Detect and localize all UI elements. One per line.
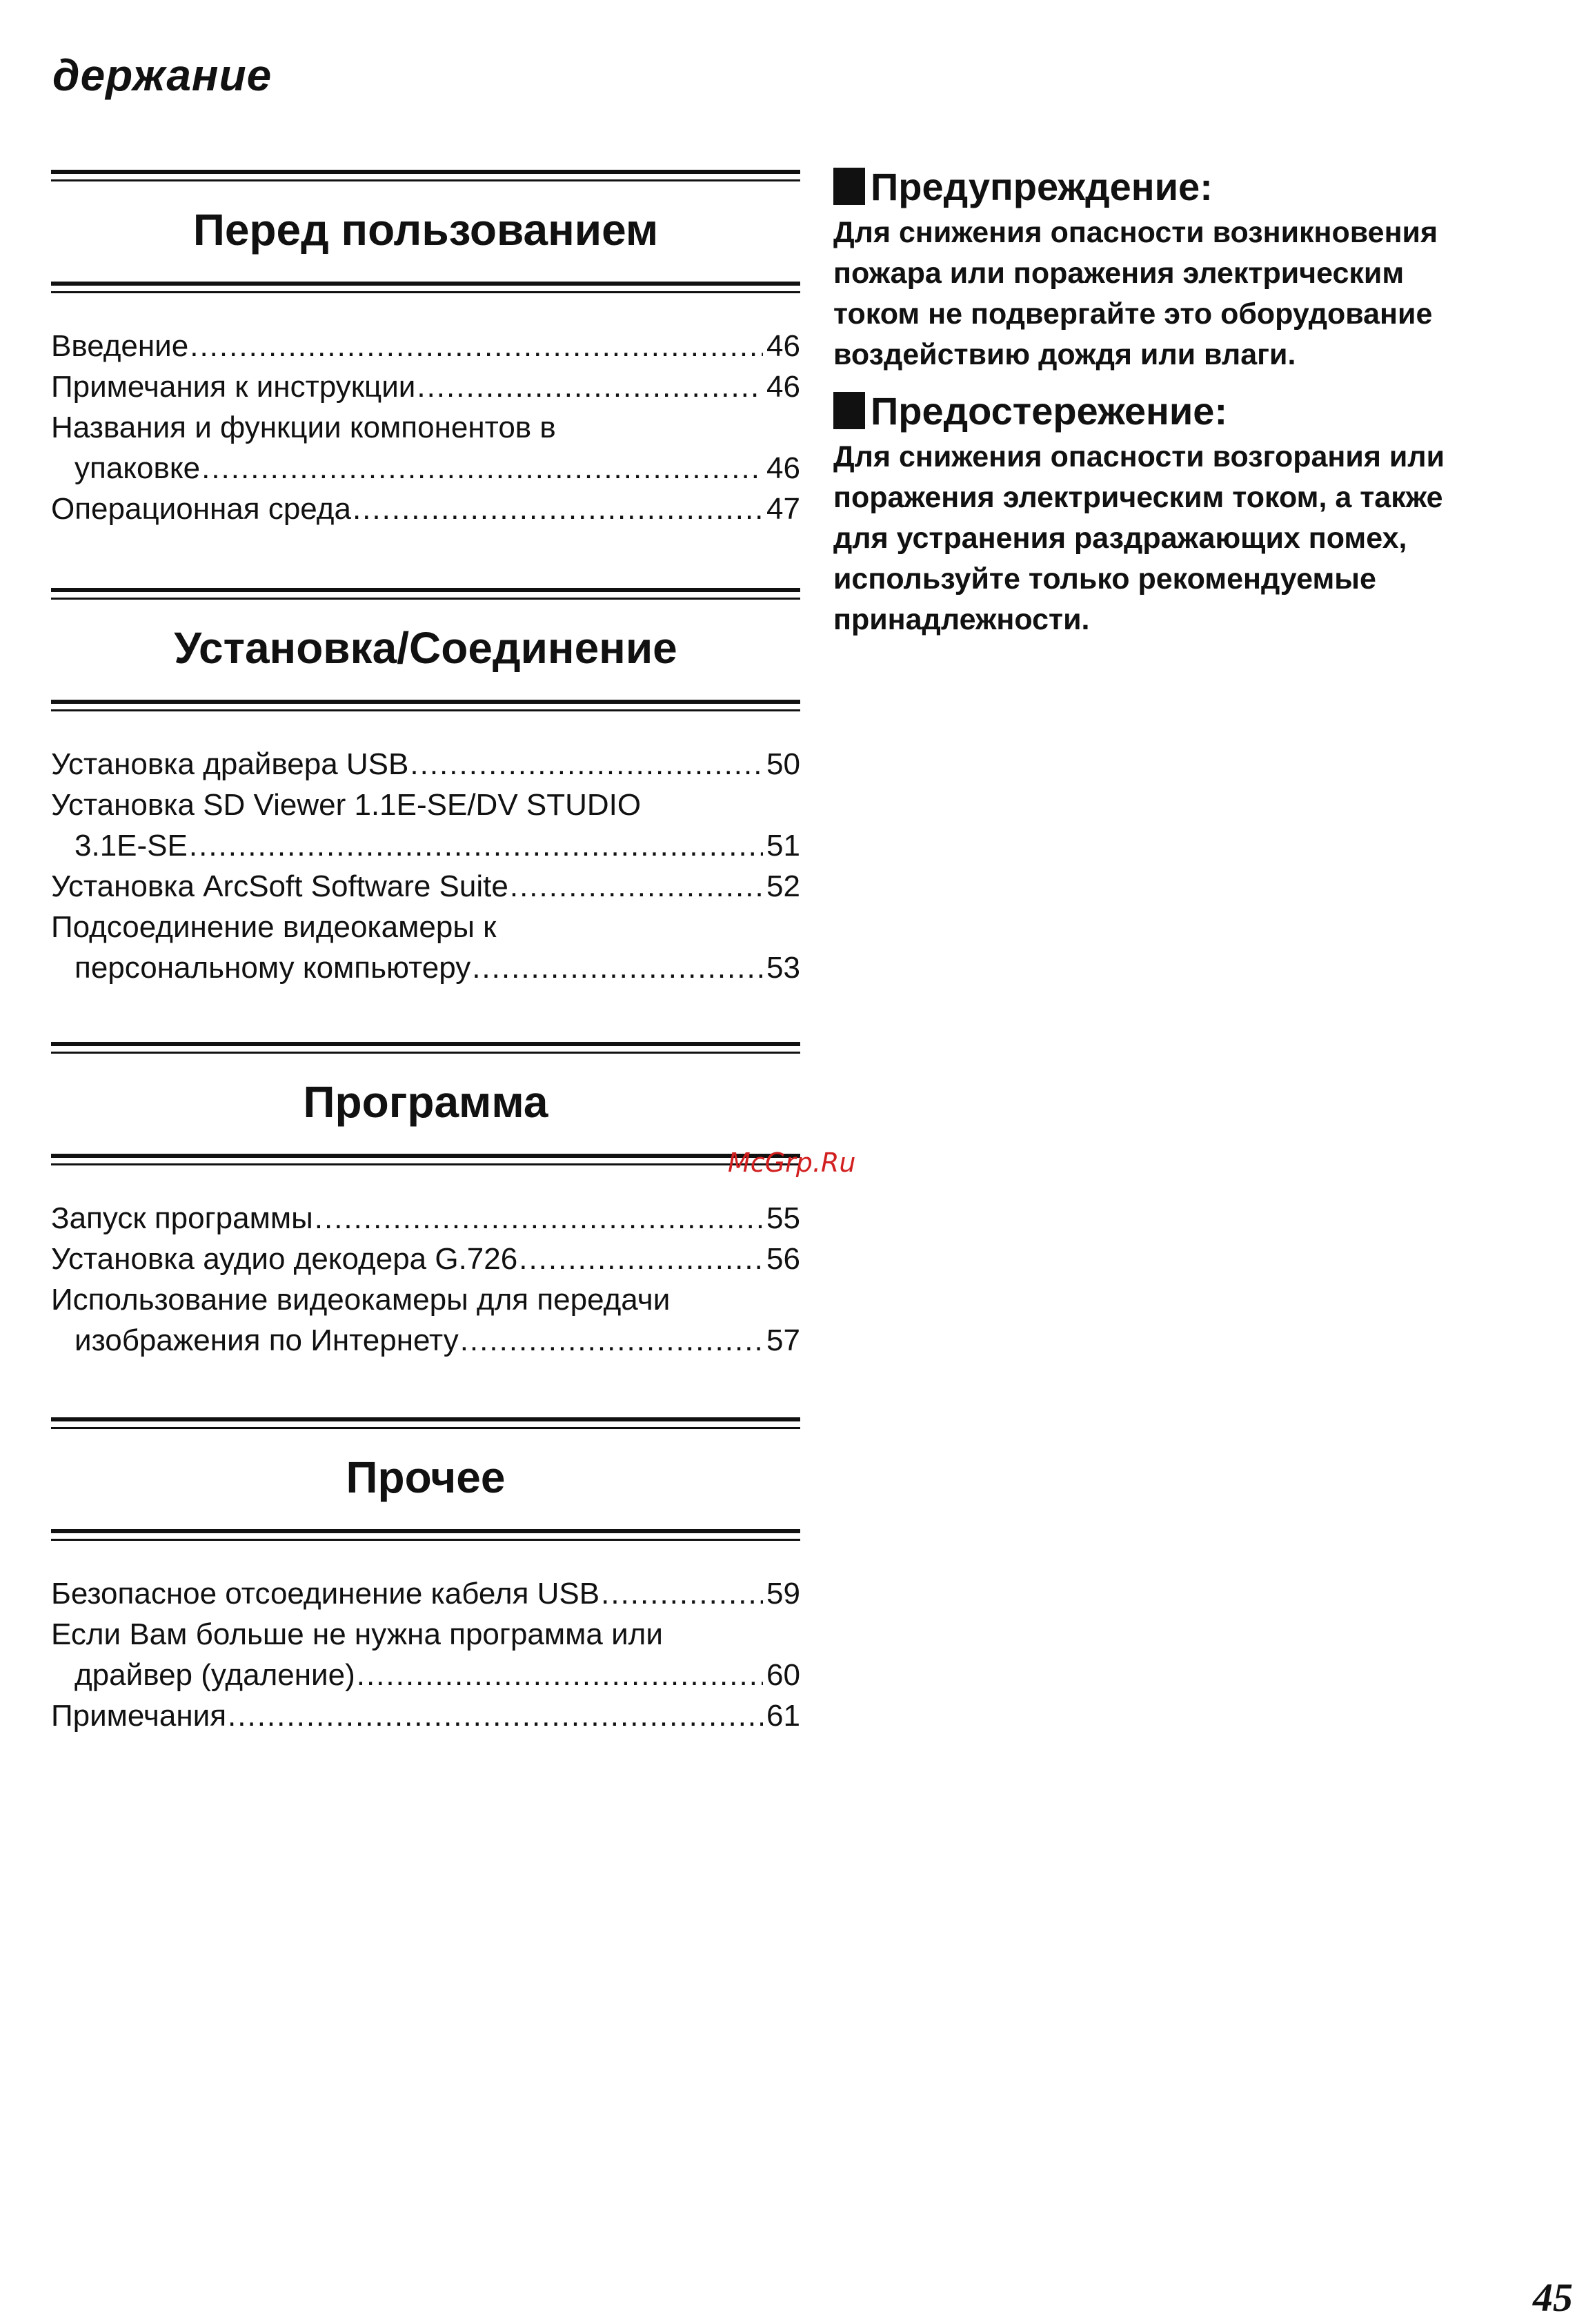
warning-notice — [833, 160, 1537, 375]
toc-list — [51, 744, 800, 988]
toc-page-number: 51 — [766, 829, 800, 863]
toc-leader-dots — [410, 744, 763, 785]
toc-item[interactable] — [51, 366, 800, 407]
toc-item-text: Названия и функции компонентов в — [51, 411, 556, 444]
toc-page-number: 47 — [766, 492, 800, 526]
toc-section-other — [51, 1417, 800, 1736]
toc-item[interactable] — [51, 744, 800, 785]
toc-item[interactable] — [51, 1614, 800, 1695]
toc-leader-dots — [201, 448, 763, 489]
section-title: Программа — [303, 1077, 548, 1127]
section-rule-top — [51, 588, 800, 604]
page-title: держание — [52, 50, 272, 100]
caution-line: для устранения раздражающих помех, — [833, 522, 1407, 555]
toc-leader-dots — [353, 489, 763, 529]
toc-item[interactable] — [51, 1198, 800, 1239]
toc-page-number: 52 — [766, 869, 800, 903]
toc-item[interactable] — [51, 907, 800, 988]
toc-item-text: Использование видеокамеры для передачи — [51, 1283, 671, 1317]
toc-item-text: Установка драйвера USB — [51, 747, 409, 781]
toc-leader-dots — [460, 1320, 763, 1361]
toc-leader-dots — [472, 947, 763, 988]
toc-item-text-continued: упаковке — [75, 451, 201, 485]
toc-leader-dots — [417, 366, 763, 407]
toc-leader-dots — [357, 1655, 763, 1695]
toc-page-number: 61 — [766, 1699, 800, 1733]
warning-line: током не подвергайте это оборудование — [833, 297, 1433, 331]
caution-heading — [833, 384, 1537, 437]
caution-line: принадлежности. — [833, 603, 1090, 636]
toc-item[interactable] — [51, 785, 800, 866]
toc-section-program — [51, 1042, 800, 1361]
toc-section-before-use — [51, 170, 800, 529]
toc-leader-dots — [601, 1573, 763, 1614]
toc-page-number: 60 — [766, 1658, 800, 1692]
page-number: 45 — [1533, 2275, 1573, 2320]
toc-page-number: 46 — [766, 370, 800, 404]
toc-item-text: Запуск программы — [51, 1201, 313, 1235]
toc-leader-dots — [228, 1695, 763, 1736]
toc-item[interactable] — [51, 1279, 800, 1361]
watermark: McGrp.Ru — [728, 1148, 856, 1178]
section-rule-top — [51, 1417, 800, 1434]
warning-body — [833, 213, 1537, 375]
section-title: Установка/Соединение — [174, 623, 677, 673]
toc-item[interactable] — [51, 326, 800, 366]
section-rule-top — [51, 1042, 800, 1058]
toc-page-number: 56 — [766, 1242, 800, 1276]
toc-item-text: Примечания к инструкции — [51, 370, 416, 404]
toc-item-text-continued: персональному компьютеру — [75, 951, 471, 985]
section-title: Перед пользованием — [192, 205, 659, 255]
toc-item-text: Установка SD Viewer 1.1E-SE/DV STUDIO — [51, 788, 642, 822]
toc-item-text: Безопасное отсоединение кабеля USB — [51, 1577, 600, 1611]
toc-list — [51, 1573, 800, 1736]
toc-item-text: Установка аудио декодера G.726 — [51, 1242, 518, 1276]
warning-line: пожара или поражения электрическим — [833, 257, 1405, 290]
caution-heading-text: Предостережение: — [871, 388, 1228, 433]
caution-line: поражения электрическим током, а также — [833, 481, 1443, 514]
toc-item-text-continued: изображения по Интернету — [75, 1323, 459, 1357]
toc-item-text: Если Вам больше не нужна программа или — [51, 1617, 663, 1651]
toc-item[interactable] — [51, 1573, 800, 1614]
toc-leader-dots — [190, 326, 763, 366]
toc-item[interactable] — [51, 1239, 800, 1279]
warning-heading-text: Предупреждение: — [871, 164, 1213, 208]
toc-item[interactable] — [51, 407, 800, 489]
section-rule-bottom — [51, 1529, 800, 1546]
square-bullet-icon — [833, 392, 865, 429]
toc-item[interactable] — [51, 1695, 800, 1736]
toc-page-number: 55 — [766, 1201, 800, 1235]
toc-item-text: Установка ArcSoft Software Suite — [51, 869, 508, 903]
toc-list — [51, 1198, 800, 1361]
warning-heading — [833, 160, 1537, 213]
toc-leader-dots — [189, 825, 763, 866]
toc-page-number: 46 — [766, 451, 800, 485]
caution-line: используйте только рекомендуемые — [833, 562, 1376, 595]
toc-page-number: 46 — [766, 329, 800, 363]
caution-notice — [833, 384, 1537, 640]
warning-line: воздействию дождя или влаги. — [833, 338, 1296, 371]
section-rule-bottom — [51, 700, 800, 716]
toc-item-text: Примечания — [51, 1699, 227, 1733]
section-rule-top — [51, 170, 800, 186]
toc-section-installation — [51, 588, 800, 988]
toc-page-number: 59 — [766, 1577, 800, 1611]
toc-item[interactable] — [51, 489, 800, 529]
caution-body — [833, 437, 1537, 640]
toc-page-number: 50 — [766, 747, 800, 781]
warning-line: Для снижения опасности возникновения — [833, 216, 1438, 249]
section-rule-bottom — [51, 282, 800, 298]
toc-leader-dots — [510, 866, 763, 907]
toc-leader-dots — [315, 1198, 763, 1239]
toc-page-number: 53 — [766, 951, 800, 985]
caution-line: Для снижения опасности возгорания или — [833, 440, 1445, 473]
toc-list — [51, 326, 800, 529]
section-rule-bottom — [51, 1154, 800, 1170]
square-bullet-icon — [833, 168, 865, 205]
toc-leader-dots — [519, 1239, 763, 1279]
toc-item[interactable] — [51, 866, 800, 907]
toc-item-text-continued: драйвер (удаление) — [75, 1658, 355, 1692]
toc-item-text-continued: 3.1E-SE — [75, 829, 188, 863]
toc-page-number: 57 — [766, 1323, 800, 1357]
toc-item-text: Операционная среда — [51, 492, 351, 526]
toc-item-text: Подсоединение видеокамеры к — [51, 910, 497, 944]
section-title: Прочее — [346, 1452, 506, 1502]
toc-item-text: Введение — [51, 329, 189, 363]
